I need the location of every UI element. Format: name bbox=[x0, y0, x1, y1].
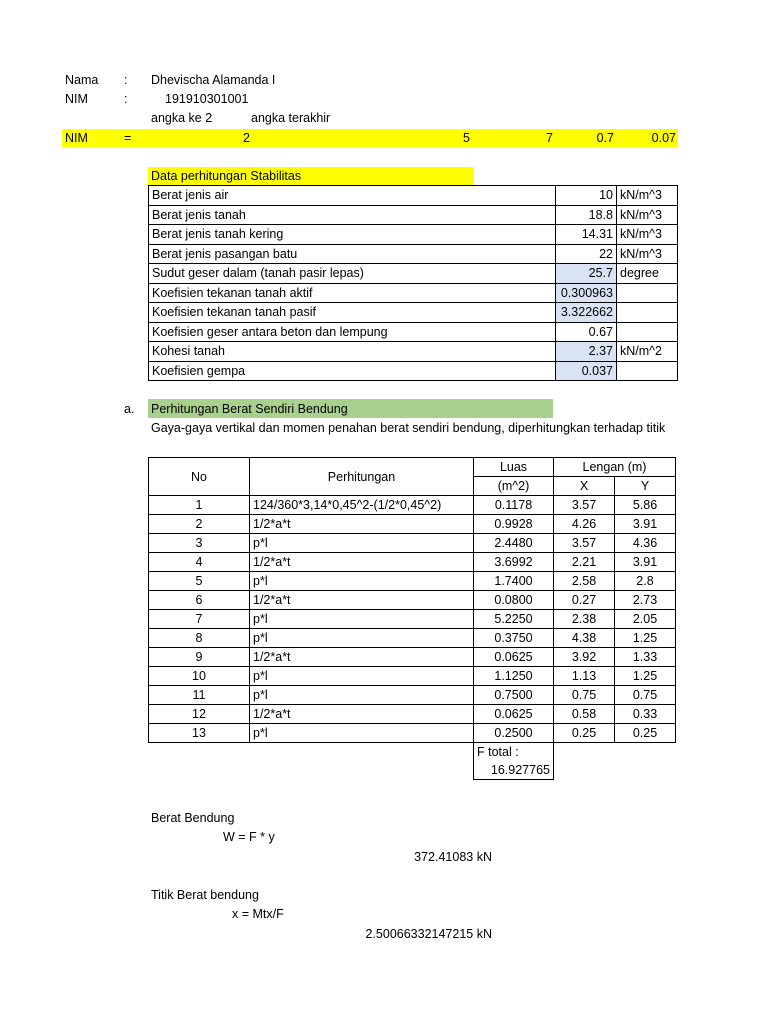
row-luas: 2.4480 bbox=[474, 534, 554, 553]
row-no: 7 bbox=[149, 610, 250, 629]
row-perhitungan: 1/2*a*t bbox=[250, 705, 474, 724]
row-lengan-x: 0.75 bbox=[554, 686, 615, 705]
nama-value: Dhevischa Alamanda I bbox=[151, 73, 276, 87]
stabilitas-label: Berat jenis tanah kering bbox=[149, 225, 556, 245]
row-lengan-y: 3.91 bbox=[615, 553, 676, 572]
nim-colon: : bbox=[124, 92, 128, 106]
stabilitas-table bbox=[148, 185, 678, 381]
stabilitas-label: Koefisien geser antara beton dan lempung bbox=[149, 322, 556, 342]
row-lengan-y: 4.36 bbox=[615, 534, 676, 553]
row-no: 2 bbox=[149, 515, 250, 534]
table-row bbox=[149, 515, 676, 534]
row-lengan-y: 2.8 bbox=[615, 572, 676, 591]
ftotal-value-row bbox=[149, 761, 676, 780]
row-no: 4 bbox=[149, 553, 250, 572]
row-luas: 0.2500 bbox=[474, 724, 554, 743]
row-no: 6 bbox=[149, 591, 250, 610]
row-lengan-x: 4.38 bbox=[554, 629, 615, 648]
stabilitas-label: Berat jenis air bbox=[149, 186, 556, 206]
row-luas: 0.0800 bbox=[474, 591, 554, 610]
stabilitas-title: Data perhitungan Stabilitas bbox=[151, 169, 302, 183]
table-row bbox=[149, 496, 676, 515]
header-no: No bbox=[149, 458, 250, 496]
row-lengan-x: 4.26 bbox=[554, 515, 615, 534]
header-y: Y bbox=[615, 477, 676, 496]
stabilitas-value: 0.300963 bbox=[556, 283, 617, 303]
row-luas: 1.7400 bbox=[474, 572, 554, 591]
titik-berat-result: 2.50066332147215 kN bbox=[365, 927, 492, 941]
stabilitas-unit bbox=[617, 283, 678, 303]
table-row bbox=[149, 629, 676, 648]
row-luas: 0.0625 bbox=[474, 648, 554, 667]
row-luas: 5.2250 bbox=[474, 610, 554, 629]
berat-bendung-result: 372.41083 kN bbox=[414, 850, 492, 864]
row-lengan-x: 2.21 bbox=[554, 553, 615, 572]
stabilitas-unit bbox=[617, 361, 678, 381]
row-perhitungan: p*l bbox=[250, 629, 474, 648]
row-perhitungan: 1/2*a*t bbox=[250, 553, 474, 572]
stabilitas-row bbox=[149, 283, 678, 303]
stabilitas-unit: kN/m^3 bbox=[617, 225, 678, 245]
ftotal-label: F total : bbox=[474, 743, 554, 762]
row-no: 5 bbox=[149, 572, 250, 591]
stabilitas-value: 0.037 bbox=[556, 361, 617, 381]
row-lengan-x: 1.13 bbox=[554, 667, 615, 686]
row-lengan-y: 2.73 bbox=[615, 591, 676, 610]
row-perhitungan: p*l bbox=[250, 572, 474, 591]
stabilitas-unit: degree bbox=[617, 264, 678, 284]
table-row bbox=[149, 534, 676, 553]
table-row bbox=[149, 591, 676, 610]
stabilitas-value: 3.322662 bbox=[556, 303, 617, 323]
row-lengan-y: 5.86 bbox=[615, 496, 676, 515]
nim-row-label: NIM bbox=[65, 131, 88, 145]
angka-ke2-label: angka ke 2 bbox=[151, 111, 213, 125]
row-lengan-x: 3.92 bbox=[554, 648, 615, 667]
titik-berat-formula: x = Mtx/F bbox=[232, 907, 284, 921]
section-a-letter: a. bbox=[124, 402, 135, 416]
row-lengan-y: 1.25 bbox=[615, 667, 676, 686]
nama-label: Nama bbox=[65, 73, 99, 87]
stabilitas-label: Kohesi tanah bbox=[149, 342, 556, 362]
section-a-description: Gaya-gaya vertikal dan momen penahan berat sendiri bendung, diperhitungkan terhadap titik bbox=[151, 421, 666, 435]
stabilitas-value: 22 bbox=[556, 244, 617, 264]
section-a-title: Perhitungan Berat Sendiri Bendung bbox=[151, 402, 348, 416]
nim-row-v3: 7 bbox=[546, 131, 553, 145]
berat-bendung-formula: W = F * y bbox=[223, 830, 275, 844]
table-row bbox=[149, 667, 676, 686]
row-luas: 3.6992 bbox=[474, 553, 554, 572]
row-no: 11 bbox=[149, 686, 250, 705]
stabilitas-unit bbox=[617, 303, 678, 323]
row-lengan-y: 1.25 bbox=[615, 629, 676, 648]
row-perhitungan: p*l bbox=[250, 667, 474, 686]
header-perhitungan: Perhitungan bbox=[250, 458, 474, 496]
row-lengan-y: 1.33 bbox=[615, 648, 676, 667]
stabilitas-row bbox=[149, 361, 678, 381]
row-lengan-x: 0.27 bbox=[554, 591, 615, 610]
row-lengan-x: 0.58 bbox=[554, 705, 615, 724]
row-luas: 0.3750 bbox=[474, 629, 554, 648]
row-perhitungan: p*l bbox=[250, 724, 474, 743]
nim-row-eq: = bbox=[124, 131, 132, 145]
stabilitas-row bbox=[149, 264, 678, 284]
header-x: X bbox=[554, 477, 615, 496]
row-no: 12 bbox=[149, 705, 250, 724]
stabilitas-row bbox=[149, 186, 678, 206]
row-perhitungan: 1/2*a*t bbox=[250, 515, 474, 534]
row-no: 3 bbox=[149, 534, 250, 553]
stabilitas-value: 25.7 bbox=[556, 264, 617, 284]
header-luas-unit: (m^2) bbox=[474, 477, 554, 496]
nim-row-v2: 5 bbox=[463, 131, 470, 145]
stabilitas-row bbox=[149, 303, 678, 323]
stabilitas-unit: kN/m^3 bbox=[617, 244, 678, 264]
nim-row-v5: 0.07 bbox=[651, 131, 676, 145]
stabilitas-label: Sudut geser dalam (tanah pasir lepas) bbox=[149, 264, 556, 284]
row-perhitungan: p*l bbox=[250, 534, 474, 553]
row-luas: 0.1178 bbox=[474, 496, 554, 515]
ftotal-value: 16.927765 bbox=[474, 761, 554, 780]
row-lengan-x: 0.25 bbox=[554, 724, 615, 743]
stabilitas-value: 0.67 bbox=[556, 322, 617, 342]
stabilitas-label: Berat jenis pasangan batu bbox=[149, 244, 556, 264]
stabilitas-row bbox=[149, 322, 678, 342]
table-row bbox=[149, 724, 676, 743]
table-row bbox=[149, 553, 676, 572]
table-row bbox=[149, 648, 676, 667]
row-lengan-x: 3.57 bbox=[554, 496, 615, 515]
stabilitas-row bbox=[149, 225, 678, 245]
berat-sendiri-table bbox=[148, 457, 676, 780]
stabilitas-unit: kN/m^3 bbox=[617, 205, 678, 225]
table-row bbox=[149, 705, 676, 724]
berat-bendung-title: Berat Bendung bbox=[151, 811, 235, 825]
nim-label: NIM bbox=[65, 92, 88, 106]
nim-row-v4: 0.7 bbox=[596, 131, 614, 145]
row-luas: 0.0625 bbox=[474, 705, 554, 724]
nama-colon: : bbox=[124, 73, 128, 87]
titik-berat-title: Titik Berat bendung bbox=[151, 888, 259, 902]
header-luas: Luas bbox=[474, 458, 554, 477]
stabilitas-unit bbox=[617, 322, 678, 342]
row-lengan-y: 0.75 bbox=[615, 686, 676, 705]
row-luas: 0.7500 bbox=[474, 686, 554, 705]
ftotal-row bbox=[149, 743, 676, 762]
table-row bbox=[149, 572, 676, 591]
row-perhitungan: 124/360*3,14*0,45^2-(1/2*0,45^2) bbox=[250, 496, 474, 515]
row-lengan-x: 2.58 bbox=[554, 572, 615, 591]
row-perhitungan: p*l bbox=[250, 686, 474, 705]
row-perhitungan: 1/2*a*t bbox=[250, 591, 474, 610]
angka-terakhir-label: angka terakhir bbox=[251, 111, 331, 125]
row-lengan-y: 0.25 bbox=[615, 724, 676, 743]
stabilitas-label: Berat jenis tanah bbox=[149, 205, 556, 225]
table-row bbox=[149, 686, 676, 705]
header-lengan: Lengan (m) bbox=[554, 458, 676, 477]
row-lengan-x: 2.38 bbox=[554, 610, 615, 629]
stabilitas-label: Koefisien tekanan tanah pasif bbox=[149, 303, 556, 323]
stabilitas-row bbox=[149, 205, 678, 225]
stabilitas-label: Koefisien tekanan tanah aktif bbox=[149, 283, 556, 303]
stabilitas-row bbox=[149, 342, 678, 362]
stabilitas-value: 18.8 bbox=[556, 205, 617, 225]
stabilitas-unit: kN/m^2 bbox=[617, 342, 678, 362]
row-no: 8 bbox=[149, 629, 250, 648]
row-luas: 0.9928 bbox=[474, 515, 554, 534]
row-lengan-y: 2.05 bbox=[615, 610, 676, 629]
stabilitas-row bbox=[149, 244, 678, 264]
stabilitas-value: 10 bbox=[556, 186, 617, 206]
stabilitas-unit: kN/m^3 bbox=[617, 186, 678, 206]
row-perhitungan: 1/2*a*t bbox=[250, 648, 474, 667]
stabilitas-value: 2.37 bbox=[556, 342, 617, 362]
nim-row-v1: 2 bbox=[243, 131, 250, 145]
row-lengan-y: 3.91 bbox=[615, 515, 676, 534]
row-lengan-y: 0.33 bbox=[615, 705, 676, 724]
row-no: 9 bbox=[149, 648, 250, 667]
row-perhitungan: p*l bbox=[250, 610, 474, 629]
row-no: 1 bbox=[149, 496, 250, 515]
table-row bbox=[149, 610, 676, 629]
nim-value: 191910301001 bbox=[165, 92, 249, 106]
stabilitas-value: 14.31 bbox=[556, 225, 617, 245]
row-luas: 1.1250 bbox=[474, 667, 554, 686]
row-no: 13 bbox=[149, 724, 250, 743]
stabilitas-label: Koefisien gempa bbox=[149, 361, 556, 381]
row-lengan-x: 3.57 bbox=[554, 534, 615, 553]
row-no: 10 bbox=[149, 667, 250, 686]
